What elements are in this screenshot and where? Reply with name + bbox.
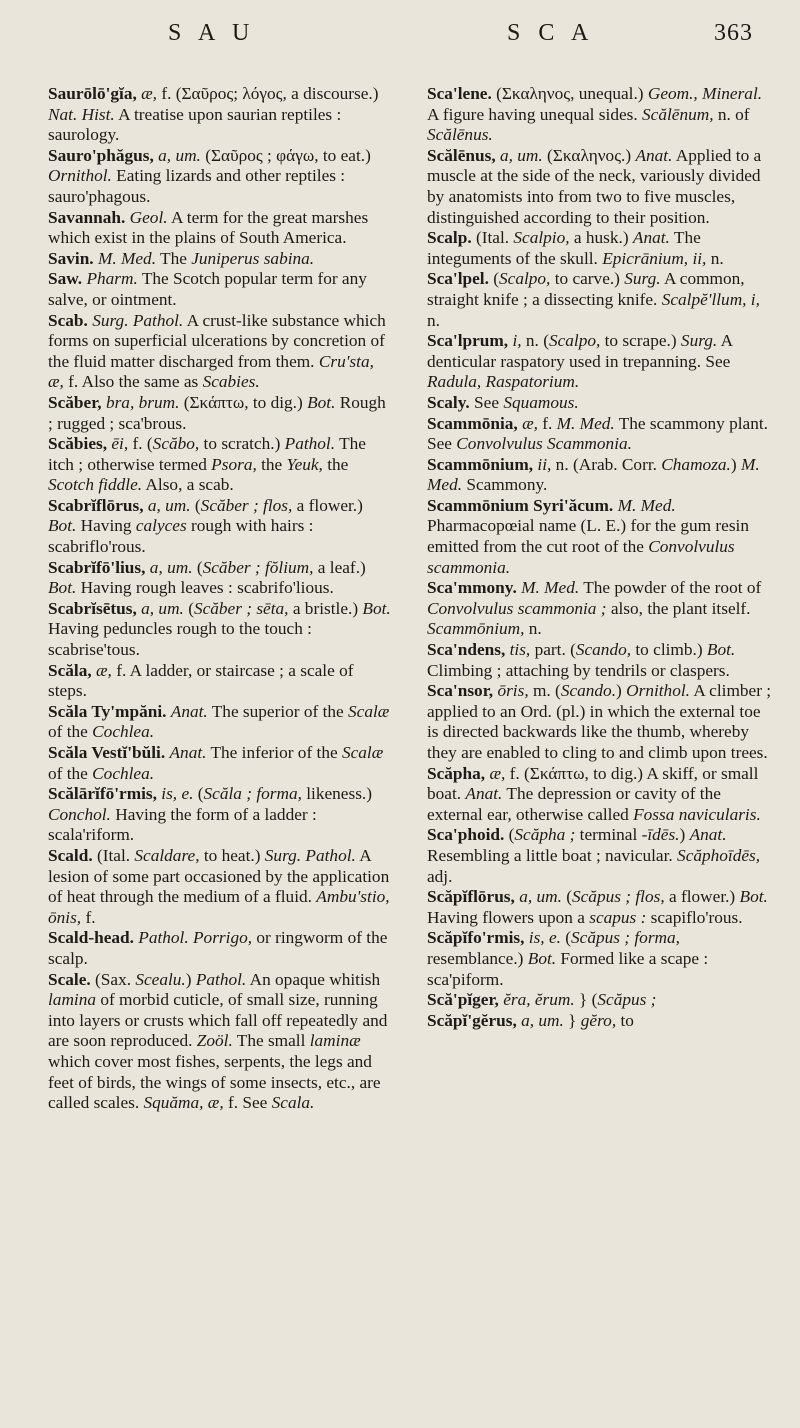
dictionary-entry xyxy=(48,249,393,270)
entry-text: M. Med. xyxy=(427,454,760,495)
entry-text: Squamous. xyxy=(503,392,579,412)
entry-text: ( xyxy=(561,887,572,907)
entry-text: The Scotch popular term for any salve, or ointment. xyxy=(48,269,367,309)
dictionary-entry xyxy=(48,496,393,558)
entry-text: a, um. xyxy=(141,598,184,618)
entry-text: also, the plant itself. xyxy=(606,598,751,618)
entry-text: Squăma, æ, xyxy=(143,1093,224,1113)
entry-text: n. (Arab. Corr. xyxy=(551,454,662,474)
dictionary-entry xyxy=(427,455,772,496)
entry-text: The integuments of the skull. xyxy=(427,228,701,268)
entry-text: Bot. xyxy=(706,640,736,660)
entry-text: Surg. Pathol. xyxy=(92,310,184,330)
entry-headword: Scăpĭ'gĕrus, xyxy=(427,1010,517,1030)
entry-text: Bot. xyxy=(527,948,557,968)
entry-text: lamina xyxy=(48,990,97,1010)
entry-text: Having flowers upon a xyxy=(427,907,590,927)
entry-text: ēi, xyxy=(111,434,129,454)
entry-text: Pathol. xyxy=(284,434,336,454)
entry-text: An opaque whitish xyxy=(246,969,381,989)
entry-text: Scaldare, xyxy=(134,845,200,865)
dictionary-entry xyxy=(427,84,772,146)
entry-text: n. xyxy=(706,248,724,268)
entry-headword: Scabrĭfō'lius, xyxy=(48,557,146,577)
dictionary-entry xyxy=(48,743,393,784)
entry-text: (Σκάπτω, to dig.) xyxy=(179,392,308,412)
entry-headword: Scălārĭfō'rmis, xyxy=(48,784,157,804)
entry-text: The superior of the xyxy=(207,701,349,721)
entry-text: of morbid cuticle, of small size, running into layers or crusts which fall off repeatedly and are soon reproduced. xyxy=(48,990,388,1051)
entry-text: laminæ xyxy=(309,1031,361,1051)
entry-text: (Sax. xyxy=(90,969,136,989)
dictionary-entry xyxy=(427,393,772,414)
dictionary-entry xyxy=(48,208,393,249)
entry-text: f. xyxy=(537,413,557,433)
entry-text: Bot. xyxy=(739,887,768,907)
dictionary-entry xyxy=(48,146,393,208)
entry-text: ōris, xyxy=(497,681,529,701)
entry-text: ) xyxy=(679,825,690,845)
entry-text: M. Med. xyxy=(97,248,157,268)
entry-text: Pharmacopœial name (L. E.) for the gum resin emitted from the cut root of the xyxy=(427,516,749,557)
dictionary-entry xyxy=(48,311,393,393)
entry-headword: Sca'lene. xyxy=(427,84,492,103)
entry-text: ( xyxy=(183,598,194,618)
entry-text: A lesion of some part occasioned by the application of heat through the medium of a fluid. xyxy=(48,845,390,907)
entry-headword: Scăber, xyxy=(48,392,102,412)
entry-text: Convolvulus Scammonia. xyxy=(456,434,632,454)
entry-text: ( xyxy=(192,557,203,577)
entry-headword: Scammōnium, xyxy=(427,454,534,474)
entry-text: Scălēnus. xyxy=(427,125,493,145)
entry-text: Psora, xyxy=(211,454,257,474)
entry-text: Bot. xyxy=(48,578,77,598)
entry-text: a, um. xyxy=(149,557,193,577)
entry-headword: Scăla, xyxy=(48,660,92,680)
entry-text: to scratch.) xyxy=(199,434,285,454)
entry-text: Having peduncles rough to the touch : scabrise'tous. xyxy=(48,619,312,660)
entry-text: ( xyxy=(560,928,572,948)
entry-text: M. Med. xyxy=(556,413,615,433)
entry-headword: Scăla Ty'mpăni. xyxy=(48,701,167,721)
entry-text: A term for the great marshes which exist in the plains of South America. xyxy=(48,207,369,248)
entry-headword: Scăbies, xyxy=(48,434,108,454)
entry-headword: Scald. xyxy=(48,845,93,865)
entry-text: Also, a scab. xyxy=(142,475,234,495)
entry-headword: Scălēnus, xyxy=(427,145,496,165)
entry-text: The scammony plant. See xyxy=(427,413,768,454)
entry-text: f. xyxy=(81,907,96,927)
entry-text: Juniperus sabina. xyxy=(191,248,315,268)
page-number: 363 xyxy=(714,20,753,46)
entry-text: f. (Σκάπτω, to dig.) A skiff, or small boat. xyxy=(427,763,759,804)
entry-text: a, um. xyxy=(521,1010,564,1030)
dictionary-entry xyxy=(427,331,772,393)
dictionary-entry xyxy=(427,228,772,269)
entry-text: n. ( xyxy=(521,331,549,351)
entry-text: ( xyxy=(193,784,204,804)
entry-text: ) xyxy=(185,969,196,989)
entry-text: of the xyxy=(48,722,93,742)
entry-text: See xyxy=(469,392,504,412)
entry-text: Conchol. xyxy=(48,804,111,824)
entry-text: The powder of the root of xyxy=(579,578,762,598)
entry-headword: Sauro'phăgus, xyxy=(48,145,154,165)
entry-text: Anat. xyxy=(170,701,208,721)
entry-text: Ornithol. xyxy=(626,681,690,701)
entry-text: Scando, xyxy=(575,640,632,660)
entry-text: (Ital. xyxy=(92,845,135,865)
dictionary-entry xyxy=(427,764,772,826)
entry-text: (Σαῦρος ; φάγω, to eat.) xyxy=(200,145,371,165)
running-header xyxy=(0,12,800,52)
entry-text: Scalæ xyxy=(348,701,390,721)
entry-text: A treatise upon saurian reptiles : saurology. xyxy=(48,104,342,145)
entry-headword: Scăla Vestĭ'bŭli. xyxy=(48,743,166,762)
entry-text: Surg. xyxy=(624,269,661,289)
entry-text: Scealu. xyxy=(135,969,186,989)
entry-text: Scalpo, xyxy=(499,269,551,289)
entry-text: Anat. xyxy=(635,145,673,165)
entry-headword: Saw. xyxy=(48,269,83,289)
entry-text: part. ( xyxy=(530,640,576,660)
dictionary-entry xyxy=(48,434,393,496)
entry-text: n. xyxy=(524,619,542,639)
entry-text: Scăbo, xyxy=(152,434,200,454)
entry-text: Pathol. Porrigo, xyxy=(138,928,253,948)
entry-text: ĕra, ĕrum. xyxy=(503,990,575,1010)
entry-text: Rough ; rugged ; sca'brous. xyxy=(48,392,386,433)
entry-headword: Sca'ndens, xyxy=(427,640,506,660)
entry-headword: Savannah. xyxy=(48,207,126,227)
entry-text: a bristle.) xyxy=(288,598,363,618)
entry-text: Climbing ; attaching by tendrils or claspers. xyxy=(427,660,730,680)
entry-headword: Sca'lprum, xyxy=(427,331,509,351)
dictionary-entry xyxy=(427,146,772,228)
dictionary-entry xyxy=(48,393,393,434)
entry-text: n. xyxy=(427,310,440,330)
entry-text: or ringworm of the scalp. xyxy=(48,928,388,968)
entry-text: ( xyxy=(504,825,515,845)
dictionary-entry xyxy=(427,496,772,578)
entry-text: } xyxy=(563,1010,581,1030)
dictionary-entry xyxy=(427,990,772,1011)
entry-headword: Sca'lpel. xyxy=(427,269,489,289)
entry-text: Epicrānium, ii, xyxy=(602,248,707,268)
entry-text: rough with hairs : scabriflo'rous. xyxy=(48,516,314,557)
entry-text: m. ( xyxy=(528,681,561,701)
entry-text: to carve.) xyxy=(550,269,625,289)
entry-headword: Scalp. xyxy=(427,228,472,248)
dictionary-entry xyxy=(427,928,772,990)
entry-text: Geom., Mineral. xyxy=(647,84,763,103)
entry-headword: Scald-head. xyxy=(48,928,134,948)
entry-text: to scrape.) xyxy=(600,331,681,351)
entry-headword: Scab. xyxy=(48,310,88,330)
entry-text: resemblance.) xyxy=(427,948,528,968)
header-center-guideword: S C A xyxy=(507,20,595,46)
entry-headword: Scabrĭsētus, xyxy=(48,598,137,618)
dictionary-entry xyxy=(48,84,393,146)
entry-text: Scotch fiddle. xyxy=(48,475,143,495)
entry-text: The itch ; otherwise termed xyxy=(48,434,366,474)
entry-headword: Sca'nsor, xyxy=(427,681,494,701)
entry-text: A crust-like substance which forms on superficial ulcerations by concretion of the fluid matter discharged from them. xyxy=(48,310,386,371)
entry-text: æ, xyxy=(141,84,158,103)
entry-text: Nat. Hist. xyxy=(48,104,115,124)
entry-text: Resembling a little boat ; navicular. xyxy=(427,845,678,865)
entry-text: bra, brum. xyxy=(105,392,180,412)
entry-headword: Scă'pĭger, xyxy=(427,990,499,1010)
dictionary-entry xyxy=(48,269,393,310)
entry-text: Formed like a scape : sca'piform. xyxy=(427,948,709,989)
entry-headword: Saurōlō'gĭa, xyxy=(48,84,137,103)
entry-text: Pathol. xyxy=(195,969,247,989)
entry-text: Scăpus ; flos, xyxy=(572,887,665,907)
entry-text: f. (Σαῦρος; λόγος, a discourse.) xyxy=(157,84,379,103)
entry-text: ) xyxy=(730,454,741,474)
entry-text: of the xyxy=(48,763,93,783)
entry-text: ii, xyxy=(537,454,552,474)
entry-text: to heat.) xyxy=(199,845,265,865)
entry-text: Zoöl. xyxy=(196,1031,233,1051)
entry-text: -īdēs. xyxy=(641,825,680,845)
entry-text: The xyxy=(156,248,192,268)
entry-text: the xyxy=(322,454,349,474)
entry-text: Scăber ; fŏlium, xyxy=(202,557,314,577)
entry-text: Ambu'stio, ōnis, xyxy=(48,887,390,927)
entry-text: scapiflo'rous. xyxy=(646,907,743,927)
entry-text: Chamoza. xyxy=(661,454,731,474)
dictionary-entry xyxy=(48,661,393,702)
entry-text: Scăla ; forma, xyxy=(203,784,302,804)
entry-text: the xyxy=(256,454,287,474)
entry-headword: Scammōnium Syri'ăcum. xyxy=(427,495,614,515)
dictionary-entry xyxy=(427,269,772,331)
entry-headword: Sca'mmony. xyxy=(427,578,517,598)
entry-text: Anat. xyxy=(169,743,207,762)
entry-text: Having rough leaves : scabrifo'lious. xyxy=(76,578,334,598)
entry-text: Scăpus ; forma, xyxy=(571,928,680,948)
entry-text: Ornithol. xyxy=(48,166,112,186)
dictionary-entry xyxy=(427,681,772,763)
entry-text: a, um. xyxy=(158,145,201,165)
dictionary-entry xyxy=(48,599,393,661)
entry-text: M. Med. xyxy=(521,578,580,598)
entry-text: which cover most fishes, serpents, the legs and feet of birds, the wings of some insects, etc., are called scales. xyxy=(48,1051,381,1113)
entry-text: adj. xyxy=(427,866,453,886)
entry-text: f. A ladder, or staircase ; a scale of steps. xyxy=(48,660,354,701)
entry-text: Anat. xyxy=(465,784,503,804)
entry-text: Cochlea. xyxy=(92,763,155,783)
entry-text: Bot. xyxy=(48,516,77,536)
entry-text: M. Med. xyxy=(617,495,676,515)
entry-text: The depression or cavity of the external ear, otherwise called xyxy=(427,784,721,824)
entry-text: Scăpha ; xyxy=(514,825,576,845)
entry-text: a husk.) xyxy=(569,228,633,248)
entry-text: a flower.) xyxy=(292,495,363,515)
entry-text: Cochlea. xyxy=(92,722,155,742)
entry-text: Scalpo, xyxy=(548,331,601,351)
dictionary-entry xyxy=(48,928,393,969)
entry-text: æ, xyxy=(522,413,538,433)
entry-text: A figure having unequal sides. xyxy=(427,104,643,124)
entry-text: A denticular raspatory used in trepanning. See xyxy=(427,331,733,371)
entry-text: Bot. xyxy=(362,598,391,618)
entry-text: Yeuk, xyxy=(286,454,323,474)
right-column xyxy=(427,84,772,1031)
dictionary-entry xyxy=(427,1011,772,1032)
entry-text: Scăpus ; xyxy=(597,990,657,1010)
entry-text: Anat. xyxy=(689,825,727,845)
entry-text: Eating lizards and other reptiles : sauro'phagous. xyxy=(48,166,346,206)
entry-text: gĕro, xyxy=(580,1010,617,1030)
dictionary-entry xyxy=(48,702,393,743)
entry-text: f. ( xyxy=(128,434,153,454)
dictionary-entry xyxy=(427,578,772,640)
entry-text: is, e. xyxy=(528,928,561,948)
entry-text: æ, xyxy=(489,763,506,783)
entry-text: Scammony. xyxy=(462,475,548,495)
entry-text: Surg. xyxy=(680,331,718,351)
entry-headword: Scabrĭflōrus, xyxy=(48,495,144,515)
entry-text: Scando. xyxy=(560,681,617,701)
entry-text: Cru'sta, æ, xyxy=(48,351,374,392)
entry-text: Scammōnium, xyxy=(427,619,525,639)
entry-text: Scăber ; sēta, xyxy=(193,598,289,618)
entry-text: i, xyxy=(512,331,522,351)
entry-text: Scăber ; flos, xyxy=(200,495,293,515)
entry-headword: Savin. xyxy=(48,248,94,268)
entry-text: Convolvulus scammonia. xyxy=(427,537,735,577)
entry-text: tis, xyxy=(509,640,531,660)
entry-text: The inferior of the xyxy=(206,743,342,762)
left-column xyxy=(48,84,393,1114)
entry-text: æ, xyxy=(96,660,112,680)
dictionary-entry xyxy=(48,558,393,599)
entry-text: Convolvulus scammonia ; xyxy=(427,598,607,618)
entry-text: Scăphoīdēs, xyxy=(677,845,761,865)
entry-text: Scalpio, xyxy=(513,228,570,248)
entry-text: n. of xyxy=(713,104,750,124)
entry-text: to xyxy=(616,1010,634,1030)
entry-text: a flower.) xyxy=(664,887,740,907)
entry-headword: Scăpha, xyxy=(427,763,486,783)
entry-text: a, um. xyxy=(500,145,543,165)
entry-text: Scălēnum, xyxy=(642,104,714,124)
entry-text: Anat. xyxy=(632,228,670,248)
dictionary-entry xyxy=(48,970,393,1114)
entry-text: Scala. xyxy=(271,1093,315,1113)
entry-text: is, e. xyxy=(161,784,194,804)
dictionary-entry xyxy=(48,784,393,846)
entry-text: Bot. xyxy=(307,392,336,412)
entry-headword: Scale. xyxy=(48,969,91,989)
entry-text: Fossa navicularis. xyxy=(633,804,761,824)
entry-text: (Σκαληνος, unequal.) xyxy=(491,84,648,103)
entry-text: ( xyxy=(190,495,201,515)
entry-text: scapus : xyxy=(589,907,647,927)
entry-text: Scabies. xyxy=(202,372,260,392)
entry-text: Radula, Raspatorium. xyxy=(427,372,580,392)
entry-text: Having xyxy=(76,516,136,536)
entry-text: Having the form of a ladder : scala'riform. xyxy=(48,804,317,845)
dictionary-entry xyxy=(427,640,772,681)
dictionary-entry xyxy=(427,414,772,455)
entry-text: A climber ; applied to an Ord. (pl.) in which the external toe is directed backwards like the thumb, whereby they are enabled to cling to and climb upon trees. xyxy=(427,681,772,762)
dictionary-entry xyxy=(427,887,772,928)
entry-text: The small xyxy=(232,1031,310,1051)
entry-text: Pharm. xyxy=(86,269,138,289)
entry-text: Applied to a muscle at the side of the neck, variously divided by anatomists into from two to five muscles, distinguished according to their position. xyxy=(427,145,762,227)
entry-headword: Scăpĭflōrus, xyxy=(427,887,515,907)
entry-text: likeness.) xyxy=(301,784,373,804)
entry-text: a leaf.) xyxy=(313,557,366,577)
entry-text: calyces xyxy=(135,516,187,536)
entry-text: Scalpĕ'llum, i, xyxy=(661,289,760,309)
entry-text: to climb.) xyxy=(631,640,707,660)
entry-text: ) xyxy=(616,681,627,701)
entry-text: (Σκαληνος.) xyxy=(542,145,636,165)
header-left-guideword: S A U xyxy=(168,20,256,46)
entry-text: f. See xyxy=(223,1093,272,1113)
entry-text: A common, straight knife ; a dissecting knife. xyxy=(427,269,745,309)
entry-text: Surg. Pathol. xyxy=(264,845,356,865)
entry-text: a, um. xyxy=(147,495,191,515)
entry-text: Geol. xyxy=(129,207,168,227)
dictionary-entry xyxy=(48,846,393,928)
entry-text: Scalæ xyxy=(341,743,384,762)
entry-text: f. Also the same as xyxy=(63,372,203,392)
entry-text: terminal xyxy=(575,825,642,845)
entry-headword: Scammōnia, xyxy=(427,413,518,433)
entry-headword: Sca'phoid. xyxy=(427,825,505,845)
entry-headword: Scăpĭfo'rmis, xyxy=(427,928,525,948)
entry-text: a, um. xyxy=(519,887,562,907)
dictionary-entry xyxy=(427,825,772,887)
entry-text: (Ital. xyxy=(471,228,514,248)
entry-text: ( xyxy=(488,269,500,289)
entry-headword: Scaly. xyxy=(427,392,470,412)
entry-text: } ( xyxy=(574,990,598,1010)
